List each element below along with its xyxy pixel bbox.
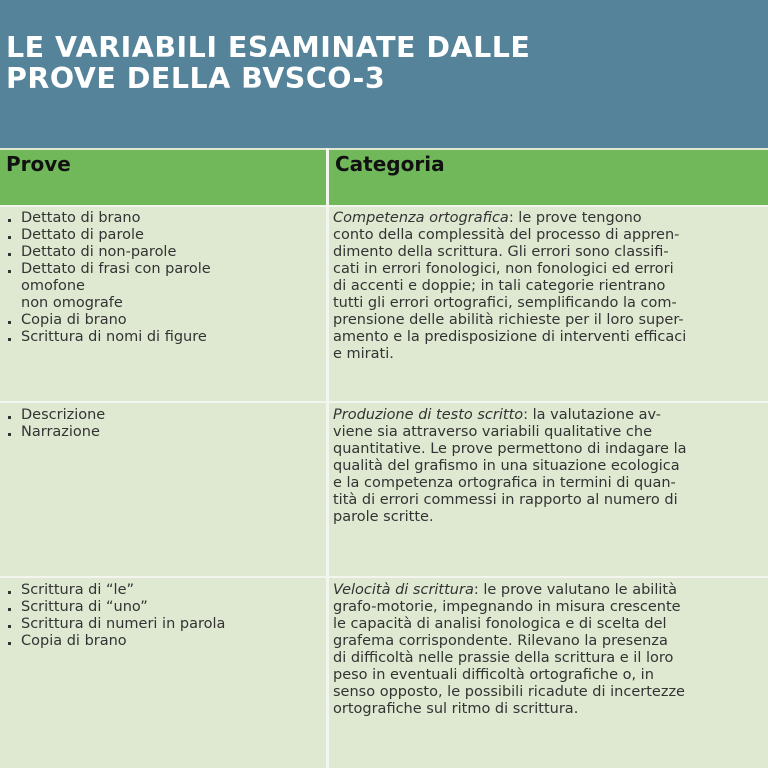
title-line: PROVE DELLA BVSCO-3 xyxy=(6,62,386,95)
list-item: Descrizione xyxy=(6,407,105,424)
list-item: Scrittura di “le” xyxy=(6,582,225,599)
description-line: e la competenza ortografica in termini di quan- xyxy=(333,475,676,491)
list-item: Copia di brano xyxy=(6,312,211,329)
list-item: non omografe xyxy=(21,295,123,311)
description-text: : le prove tengono xyxy=(508,210,642,226)
description-text: : la valutazione av- xyxy=(523,407,661,423)
description-line: conto della complessità del processo di appren- xyxy=(333,227,680,243)
page-title xyxy=(6,32,530,94)
divider xyxy=(0,576,768,578)
category-description xyxy=(333,407,687,526)
table-row xyxy=(0,206,768,402)
column-header-categoria xyxy=(329,150,768,205)
description-line: quantitative. Le prove permettono di indagare la xyxy=(333,441,687,457)
divider xyxy=(326,148,329,768)
divider xyxy=(0,401,768,403)
title-banner xyxy=(0,0,768,148)
prove-cell xyxy=(0,578,326,768)
description-line: amento e la predisposizione di interventi efficaci xyxy=(333,329,687,345)
column-header-prove xyxy=(0,150,326,205)
list-item: Scrittura di numeri in parola xyxy=(6,616,225,633)
list-item: omofone xyxy=(21,278,85,294)
list-item: Dettato di brano xyxy=(6,210,211,227)
description-line: dimento della scrittura. Gli errori sono classifi- xyxy=(333,244,669,260)
table-row xyxy=(0,403,768,577)
list-item: Dettato di parole xyxy=(6,227,211,244)
description-line: di difficoltà nelle prassie della scrittura e il loro xyxy=(333,650,674,666)
description-line: parole scritte. xyxy=(333,509,434,525)
list-item: Copia di brano xyxy=(6,633,225,650)
list-item: Scrittura di nomi di figure xyxy=(6,329,211,346)
prove-cell xyxy=(0,403,326,577)
description-text: : le prove valutano le abilità xyxy=(473,582,677,598)
description-line: grafo-motorie, impegnando in misura crescente xyxy=(333,599,681,615)
category-name: Produzione di testo scritto xyxy=(333,407,524,423)
description-line: qualità del grafismo in una situazione ecologica xyxy=(333,458,680,474)
category-description xyxy=(333,582,685,718)
description-line: tità di errori commessi in rapporto al numero di xyxy=(333,492,678,508)
column-header-label: Prove xyxy=(6,152,71,176)
description-line: di accenti e doppie; in tali categorie rientrano xyxy=(333,278,666,294)
description-line: cati in errori fonologici, non fonologici ed errori xyxy=(333,261,674,277)
column-header-label: Categoria xyxy=(335,152,445,176)
list-item: Dettato di non-parole xyxy=(6,244,211,261)
description-line: ortografiche sul ritmo di scrittura. xyxy=(333,701,579,717)
description-line: senso opposto, le possibili ricadute di incertezze xyxy=(333,684,685,700)
category-description xyxy=(333,210,686,363)
list-item: Scrittura di “uno” xyxy=(6,599,225,616)
table-row xyxy=(0,578,768,768)
description-line: peso in eventuali difficoltà ortografiche o, in xyxy=(333,667,654,683)
list-item: Narrazione xyxy=(6,424,105,441)
categoria-cell xyxy=(329,403,768,577)
prove-cell xyxy=(0,206,326,402)
category-name: Velocità di scrittura xyxy=(333,582,474,598)
description-line: le capacità di analisi fonologica e di scelta del xyxy=(333,616,667,632)
description-line: tutti gli errori ortografici, semplificando la com- xyxy=(333,295,677,311)
description-line: grafema corrispondente. Rilevano la presenza xyxy=(333,633,668,649)
description-line: prensione delle abilità richieste per il loro super- xyxy=(333,312,684,328)
prove-list xyxy=(6,407,105,441)
list-item: Dettato di frasi con parole xyxy=(6,261,211,278)
divider xyxy=(0,205,768,207)
prove-list xyxy=(6,210,211,346)
description-line: viene sia attraverso variabili qualitative che xyxy=(333,424,652,440)
description-line: e mirati. xyxy=(333,346,394,362)
categoria-cell xyxy=(329,578,768,768)
categoria-cell xyxy=(329,206,768,402)
prove-list xyxy=(6,582,225,650)
category-name: Competenza ortografica xyxy=(333,210,509,226)
title-line: LE VARIABILI ESAMINATE DALLE xyxy=(6,31,531,64)
